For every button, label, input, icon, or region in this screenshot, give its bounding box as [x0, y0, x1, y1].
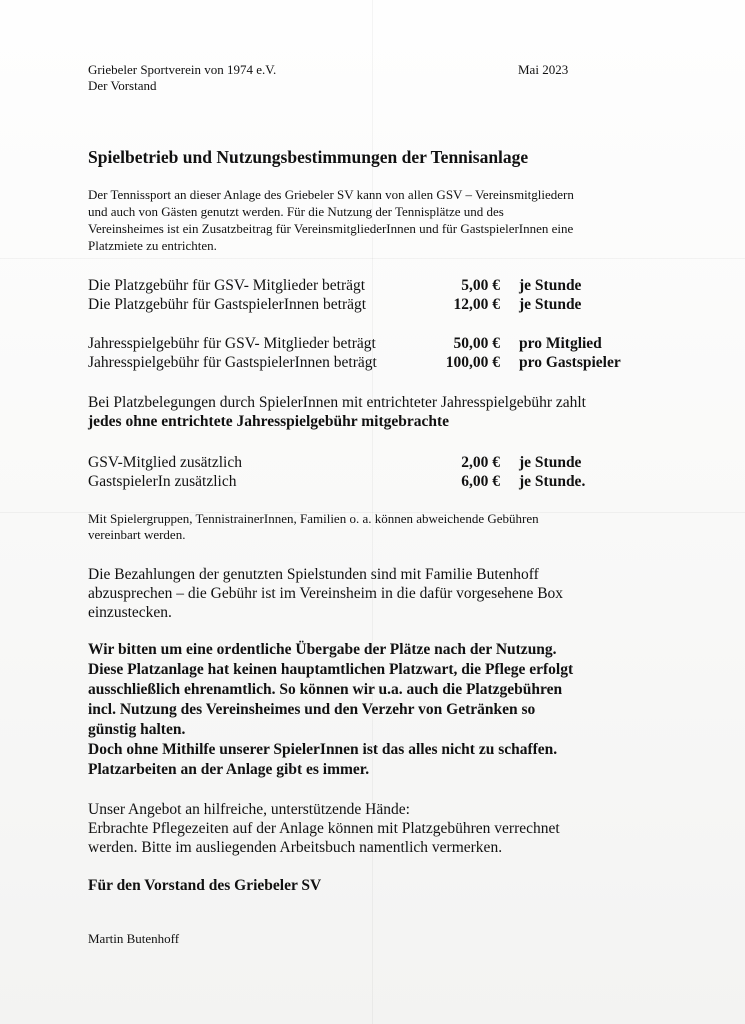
- fee-unit: je Stunde: [519, 454, 582, 471]
- fee-label: Die Platzgebühr für GastspielerInnen beträgt: [88, 296, 367, 313]
- fee-unit: je Stunde.: [519, 473, 586, 490]
- appeal-line: Wir bitten um eine ordentliche Übergabe der Plätze nach der Nutzung.: [88, 641, 557, 658]
- offer-line: Erbrachte Pflegezeiten auf der Anlage können mit Platzgebühren verrechnet: [88, 820, 560, 837]
- payment-line: Die Bezahlungen der genutzten Spielstunden sind mit Familie Butenhoff: [88, 566, 539, 583]
- intro-line: Vereinsheimes ist ein Zusatzbeitrag für VereinsmitgliederInnen und für GastspielerInnen eine: [88, 221, 574, 236]
- offer-line: werden. Bitte im ausliegenden Arbeitsbuch namentlich vermerken.: [88, 839, 503, 856]
- payment-line: abzusprechen – die Gebühr ist im Vereinsheim in die dafür vorgesehene Box: [88, 585, 564, 602]
- groups-note: Mit Spielergruppen, TennistrainerInnen, Familien o. a. können abweichende Gebühren: [88, 511, 539, 526]
- fee-amount: 100,00 €: [445, 354, 500, 371]
- fee-amount: 5,00 €: [461, 277, 500, 294]
- groups-note: vereinbart werden.: [88, 527, 186, 542]
- fee-label: GastspielerIn zusätzlich: [88, 473, 237, 490]
- board-label: Der Vorstand: [88, 78, 157, 93]
- document-title: Spielbetrieb und Nutzungsbestimmungen der Tennisanlage: [88, 147, 529, 167]
- appeal-line: günstig halten.: [88, 721, 186, 738]
- payment-line: einzustecken.: [88, 604, 172, 621]
- offer-line: Unser Angebot an hilfreiche, unterstützende Hände:: [88, 801, 410, 818]
- fee-unit: pro Mitglied: [519, 335, 602, 352]
- booking-note: Bei Platzbelegungen durch SpielerInnen mit entrichteter Jahresspielgebühr zahlt: [88, 394, 586, 411]
- fee-label: Jahresspielgebühr für GastspielerInnen beträgt: [88, 354, 377, 371]
- intro-line: Platzmiete zu entrichten.: [88, 238, 217, 253]
- paper-crease: [0, 258, 745, 259]
- appeal-line: Diese Platzanlage hat keinen hauptamtlichen Platzwart, die Pflege erfolgt: [88, 661, 574, 678]
- intro-line: und auch von Gästen genutzt werden. Für die Nutzung der Tennisplätze und des: [88, 204, 504, 219]
- fee-amount: 2,00 €: [461, 454, 500, 471]
- appeal-line: Platzarbeiten an der Anlage gibt es immer.: [88, 761, 370, 778]
- appeal-line: Doch ohne Mithilfe unserer SpielerInnen ist das alles nicht zu schaffen.: [88, 741, 558, 758]
- fee-amount: 12,00 €: [453, 296, 500, 313]
- fee-unit: je Stunde: [519, 296, 582, 313]
- fee-amount: 6,00 €: [461, 473, 500, 490]
- appeal-line: incl. Nutzung des Vereinsheimes und den Verzehr von Getränken so: [88, 701, 536, 718]
- closing-line: Für den Vorstand des Griebeler SV: [88, 877, 322, 894]
- fee-unit: pro Gastspieler: [519, 354, 621, 371]
- fee-unit: je Stunde: [519, 277, 582, 294]
- document-date: Mai 2023: [518, 62, 569, 77]
- intro-line: Der Tennissport an dieser Anlage des Griebeler SV kann von allen GSV – Vereinsmitgliedern: [88, 187, 574, 202]
- fee-label: Jahresspielgebühr für GSV- Mitglieder beträgt: [88, 335, 376, 352]
- appeal-line: ausschließlich ehrenamtlich. So können wir u.a. auch die Platzgebühren: [88, 681, 563, 698]
- signature-name: Martin Butenhoff: [88, 931, 180, 946]
- org-name: Griebeler Sportverein von 1974 e.V.: [88, 62, 277, 77]
- fee-label: GSV-Mitglied zusätzlich: [88, 454, 242, 471]
- fee-label: Die Platzgebühr für GSV- Mitglieder beträgt: [88, 277, 366, 294]
- booking-note-bold: jedes ohne entrichtete Jahresspielgebühr mitgebrachte: [88, 413, 450, 430]
- fee-amount: 50,00 €: [453, 335, 500, 352]
